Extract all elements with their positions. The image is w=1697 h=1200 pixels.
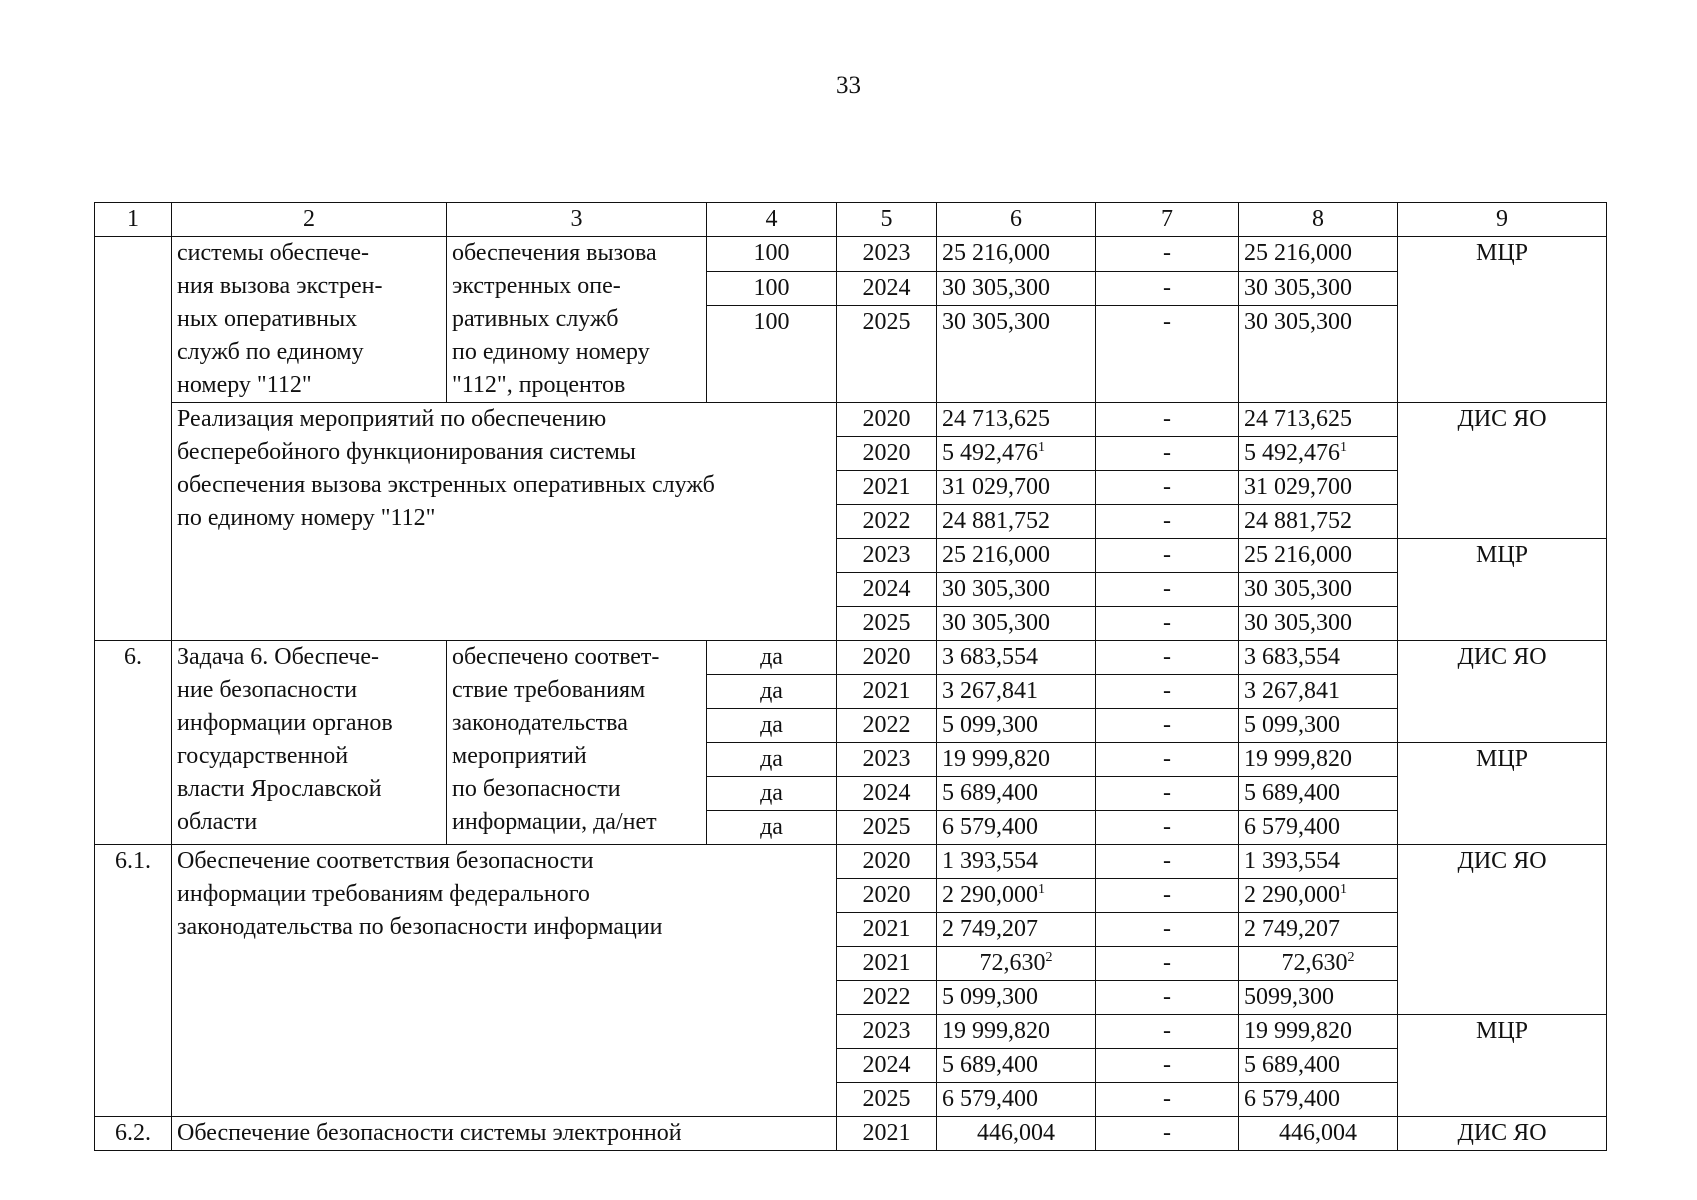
year-cell: 2023 (837, 539, 937, 573)
year-cell: 2022 (837, 505, 937, 539)
row-number-cell: 6.2. (95, 1117, 172, 1151)
year-cell: 2025 (837, 306, 937, 403)
federal-amount-cell: - (1096, 947, 1239, 981)
total-amount-cell: 30 305,300 (937, 607, 1096, 641)
federal-amount-cell: - (1096, 845, 1239, 879)
federal-amount-cell: - (1096, 879, 1239, 913)
regional-amount-cell: 30 305,300 (1239, 607, 1398, 641)
executor-cell: ДИС ЯО (1398, 641, 1607, 743)
total-amount-cell (937, 437, 1096, 471)
regional-amount-cell: 25 216,000 (1239, 539, 1398, 573)
amount-value: 2 290,000 (1244, 882, 1340, 908)
federal-amount-cell: - (1096, 539, 1239, 573)
year-cell: 2025 (837, 1083, 937, 1117)
year-cell: 2025 (837, 811, 937, 845)
regional-amount-cell: 3 267,841 (1239, 675, 1398, 709)
amount-value: 72,630 (1281, 950, 1348, 976)
total-amount-cell: 5 099,300 (937, 709, 1096, 743)
federal-amount-cell: - (1096, 505, 1239, 539)
regional-amount-cell: 5099,300 (1239, 981, 1398, 1015)
task-name-cell: системы обеспече- ния вызова экстрен- ных оперативных служб по единому номеру "112" (172, 237, 447, 403)
year-cell: 2020 (837, 437, 937, 471)
year-cell: 2021 (837, 913, 937, 947)
federal-amount-cell: - (1096, 573, 1239, 607)
year-cell: 2024 (837, 271, 937, 306)
program-table (94, 202, 1607, 1151)
regional-amount-cell: 446,004 (1239, 1117, 1398, 1151)
column-header: 1 (95, 203, 172, 237)
federal-amount-cell: - (1096, 709, 1239, 743)
year-cell: 2022 (837, 709, 937, 743)
row-number-cell (95, 237, 172, 641)
total-amount-cell: 30 305,300 (937, 573, 1096, 607)
federal-amount-cell: - (1096, 306, 1239, 403)
amount-value: 5 492,476 (942, 440, 1038, 466)
federal-amount-cell: - (1096, 641, 1239, 675)
year-cell: 2020 (837, 845, 937, 879)
total-amount-cell: 6 579,400 (937, 1083, 1096, 1117)
regional-amount-cell: 5 099,300 (1239, 709, 1398, 743)
year-cell: 2023 (837, 237, 937, 272)
total-amount-cell: 25 216,000 (937, 539, 1096, 573)
total-amount-cell: 5 099,300 (937, 981, 1096, 1015)
indicator-name-cell: обеспечения вызова экстренных опе- ративных служб по единому номеру "112", процентов (447, 237, 707, 403)
federal-amount-cell: - (1096, 607, 1239, 641)
activity-name-cell: Реализация мероприятий по обеспечению бесперебойного функционирования системы обеспечения вызова экстренных оперативных служб по единому номеру "112" (172, 403, 837, 641)
table-row (95, 403, 1607, 437)
indicator-value-cell: 100 (707, 271, 837, 306)
total-amount-cell: 6 579,400 (937, 811, 1096, 845)
indicator-value-cell: 100 (707, 306, 837, 403)
regional-amount-cell: 30 305,300 (1239, 306, 1398, 403)
federal-amount-cell: - (1096, 1117, 1239, 1151)
amount-value: 2 290,000 (942, 882, 1038, 908)
federal-amount-cell: - (1096, 237, 1239, 272)
year-cell: 2022 (837, 981, 937, 1015)
indicator-value-cell: да (707, 675, 837, 709)
total-amount-cell: 2 749,207 (937, 913, 1096, 947)
total-amount-cell: 19 999,820 (937, 1015, 1096, 1049)
year-cell: 2020 (837, 641, 937, 675)
indicator-value-cell: 100 (707, 237, 837, 272)
regional-amount-cell: 25 216,000 (1239, 237, 1398, 272)
federal-amount-cell: - (1096, 403, 1239, 437)
amount-value: 5 492,476 (1244, 440, 1340, 466)
federal-amount-cell: - (1096, 1015, 1239, 1049)
regional-amount-cell: 30 305,300 (1239, 573, 1398, 607)
footnote-mark: 1 (1038, 882, 1045, 897)
regional-amount-cell: 30 305,300 (1239, 271, 1398, 306)
total-amount-cell: 24 713,625 (937, 403, 1096, 437)
table-row (95, 641, 1607, 675)
indicator-value-cell: да (707, 743, 837, 777)
total-amount-cell: 3 267,841 (937, 675, 1096, 709)
total-amount-cell: 446,004 (937, 1117, 1096, 1151)
executor-cell: МЦР (1398, 539, 1607, 641)
indicator-value-cell: да (707, 777, 837, 811)
amount-value: 72,630 (979, 950, 1046, 976)
executor-cell: МЦР (1398, 1015, 1607, 1117)
row-number-cell: 6. (95, 641, 172, 845)
federal-amount-cell: - (1096, 1049, 1239, 1083)
column-header: 4 (707, 203, 837, 237)
column-header: 8 (1239, 203, 1398, 237)
total-amount-cell: 31 029,700 (937, 471, 1096, 505)
executor-cell: ДИС ЯО (1398, 403, 1607, 539)
regional-amount-cell: 2 749,207 (1239, 913, 1398, 947)
federal-amount-cell: - (1096, 471, 1239, 505)
total-amount-cell (937, 879, 1096, 913)
regional-amount-cell: 19 999,820 (1239, 743, 1398, 777)
regional-amount-cell: 3 683,554 (1239, 641, 1398, 675)
column-header: 5 (837, 203, 937, 237)
year-cell: 2020 (837, 879, 937, 913)
federal-amount-cell: - (1096, 437, 1239, 471)
total-amount-cell: 5 689,400 (937, 1049, 1096, 1083)
footnote-mark: 2 (1347, 950, 1355, 965)
year-cell: 2021 (837, 471, 937, 505)
regional-amount-cell: 24 713,625 (1239, 403, 1398, 437)
executor-cell: ДИС ЯО (1398, 1117, 1607, 1151)
federal-amount-cell: - (1096, 913, 1239, 947)
federal-amount-cell: - (1096, 1083, 1239, 1117)
table-row (95, 1117, 1607, 1151)
footnote-mark: 1 (1340, 882, 1347, 897)
year-cell: 2024 (837, 777, 937, 811)
task-name-cell: Задача 6. Обеспече- ние безопасности информации органов государственной власти Ярославской области (172, 641, 447, 845)
year-cell: 2023 (837, 743, 937, 777)
executor-cell: МЦР (1398, 743, 1607, 845)
row-number-cell: 6.1. (95, 845, 172, 1117)
regional-amount-cell (1239, 879, 1398, 913)
total-amount-cell: 19 999,820 (937, 743, 1096, 777)
indicator-name-cell: обеспечено соответ- ствие требованиям законодательства мероприятий по безопасности информации, да/нет (447, 641, 707, 845)
federal-amount-cell: - (1096, 811, 1239, 845)
indicator-value-cell: да (707, 641, 837, 675)
table-row (95, 237, 1607, 272)
year-cell: 2023 (837, 1015, 937, 1049)
year-cell: 2020 (837, 403, 937, 437)
total-amount-cell: 25 216,000 (937, 237, 1096, 272)
federal-amount-cell: - (1096, 743, 1239, 777)
column-header: 3 (447, 203, 707, 237)
federal-amount-cell: - (1096, 271, 1239, 306)
regional-amount-cell (1239, 437, 1398, 471)
total-amount-cell: 5 689,400 (937, 777, 1096, 811)
total-amount-cell: 3 683,554 (937, 641, 1096, 675)
total-amount-cell (937, 947, 1096, 981)
federal-amount-cell: - (1096, 675, 1239, 709)
year-cell: 2021 (837, 947, 937, 981)
activity-name-cell: Обеспечение соответствия безопасности информации требованиям федерального законодательства по безопасности информации (172, 845, 837, 1117)
page-number: 33 (836, 72, 861, 99)
year-cell: 2025 (837, 607, 937, 641)
column-header: 2 (172, 203, 447, 237)
year-cell: 2024 (837, 1049, 937, 1083)
column-number-row (95, 203, 1607, 237)
regional-amount-cell: 5 689,400 (1239, 777, 1398, 811)
regional-amount-cell: 19 999,820 (1239, 1015, 1398, 1049)
regional-amount-cell: 5 689,400 (1239, 1049, 1398, 1083)
total-amount-cell: 24 881,752 (937, 505, 1096, 539)
column-header: 9 (1398, 203, 1607, 237)
indicator-value-cell: да (707, 811, 837, 845)
footnote-mark: 1 (1038, 440, 1045, 455)
year-cell: 2021 (837, 675, 937, 709)
regional-amount-cell: 6 579,400 (1239, 1083, 1398, 1117)
executor-cell: МЦР (1398, 237, 1607, 403)
column-header: 7 (1096, 203, 1239, 237)
total-amount-cell: 1 393,554 (937, 845, 1096, 879)
table-row (95, 845, 1607, 879)
executor-cell: ДИС ЯО (1398, 845, 1607, 1015)
total-amount-cell: 30 305,300 (937, 306, 1096, 403)
regional-amount-cell: 24 881,752 (1239, 505, 1398, 539)
column-header: 6 (937, 203, 1096, 237)
year-cell: 2024 (837, 573, 937, 607)
indicator-value-cell: да (707, 709, 837, 743)
activity-name-cell: Обеспечение безопасности системы электронной (172, 1117, 837, 1151)
footnote-mark: 2 (1045, 950, 1053, 965)
federal-amount-cell: - (1096, 777, 1239, 811)
year-cell: 2021 (837, 1117, 937, 1151)
federal-amount-cell: - (1096, 981, 1239, 1015)
regional-amount-cell: 6 579,400 (1239, 811, 1398, 845)
regional-amount-cell (1239, 947, 1398, 981)
regional-amount-cell: 31 029,700 (1239, 471, 1398, 505)
footnote-mark: 1 (1340, 440, 1347, 455)
regional-amount-cell: 1 393,554 (1239, 845, 1398, 879)
total-amount-cell: 30 305,300 (937, 271, 1096, 306)
